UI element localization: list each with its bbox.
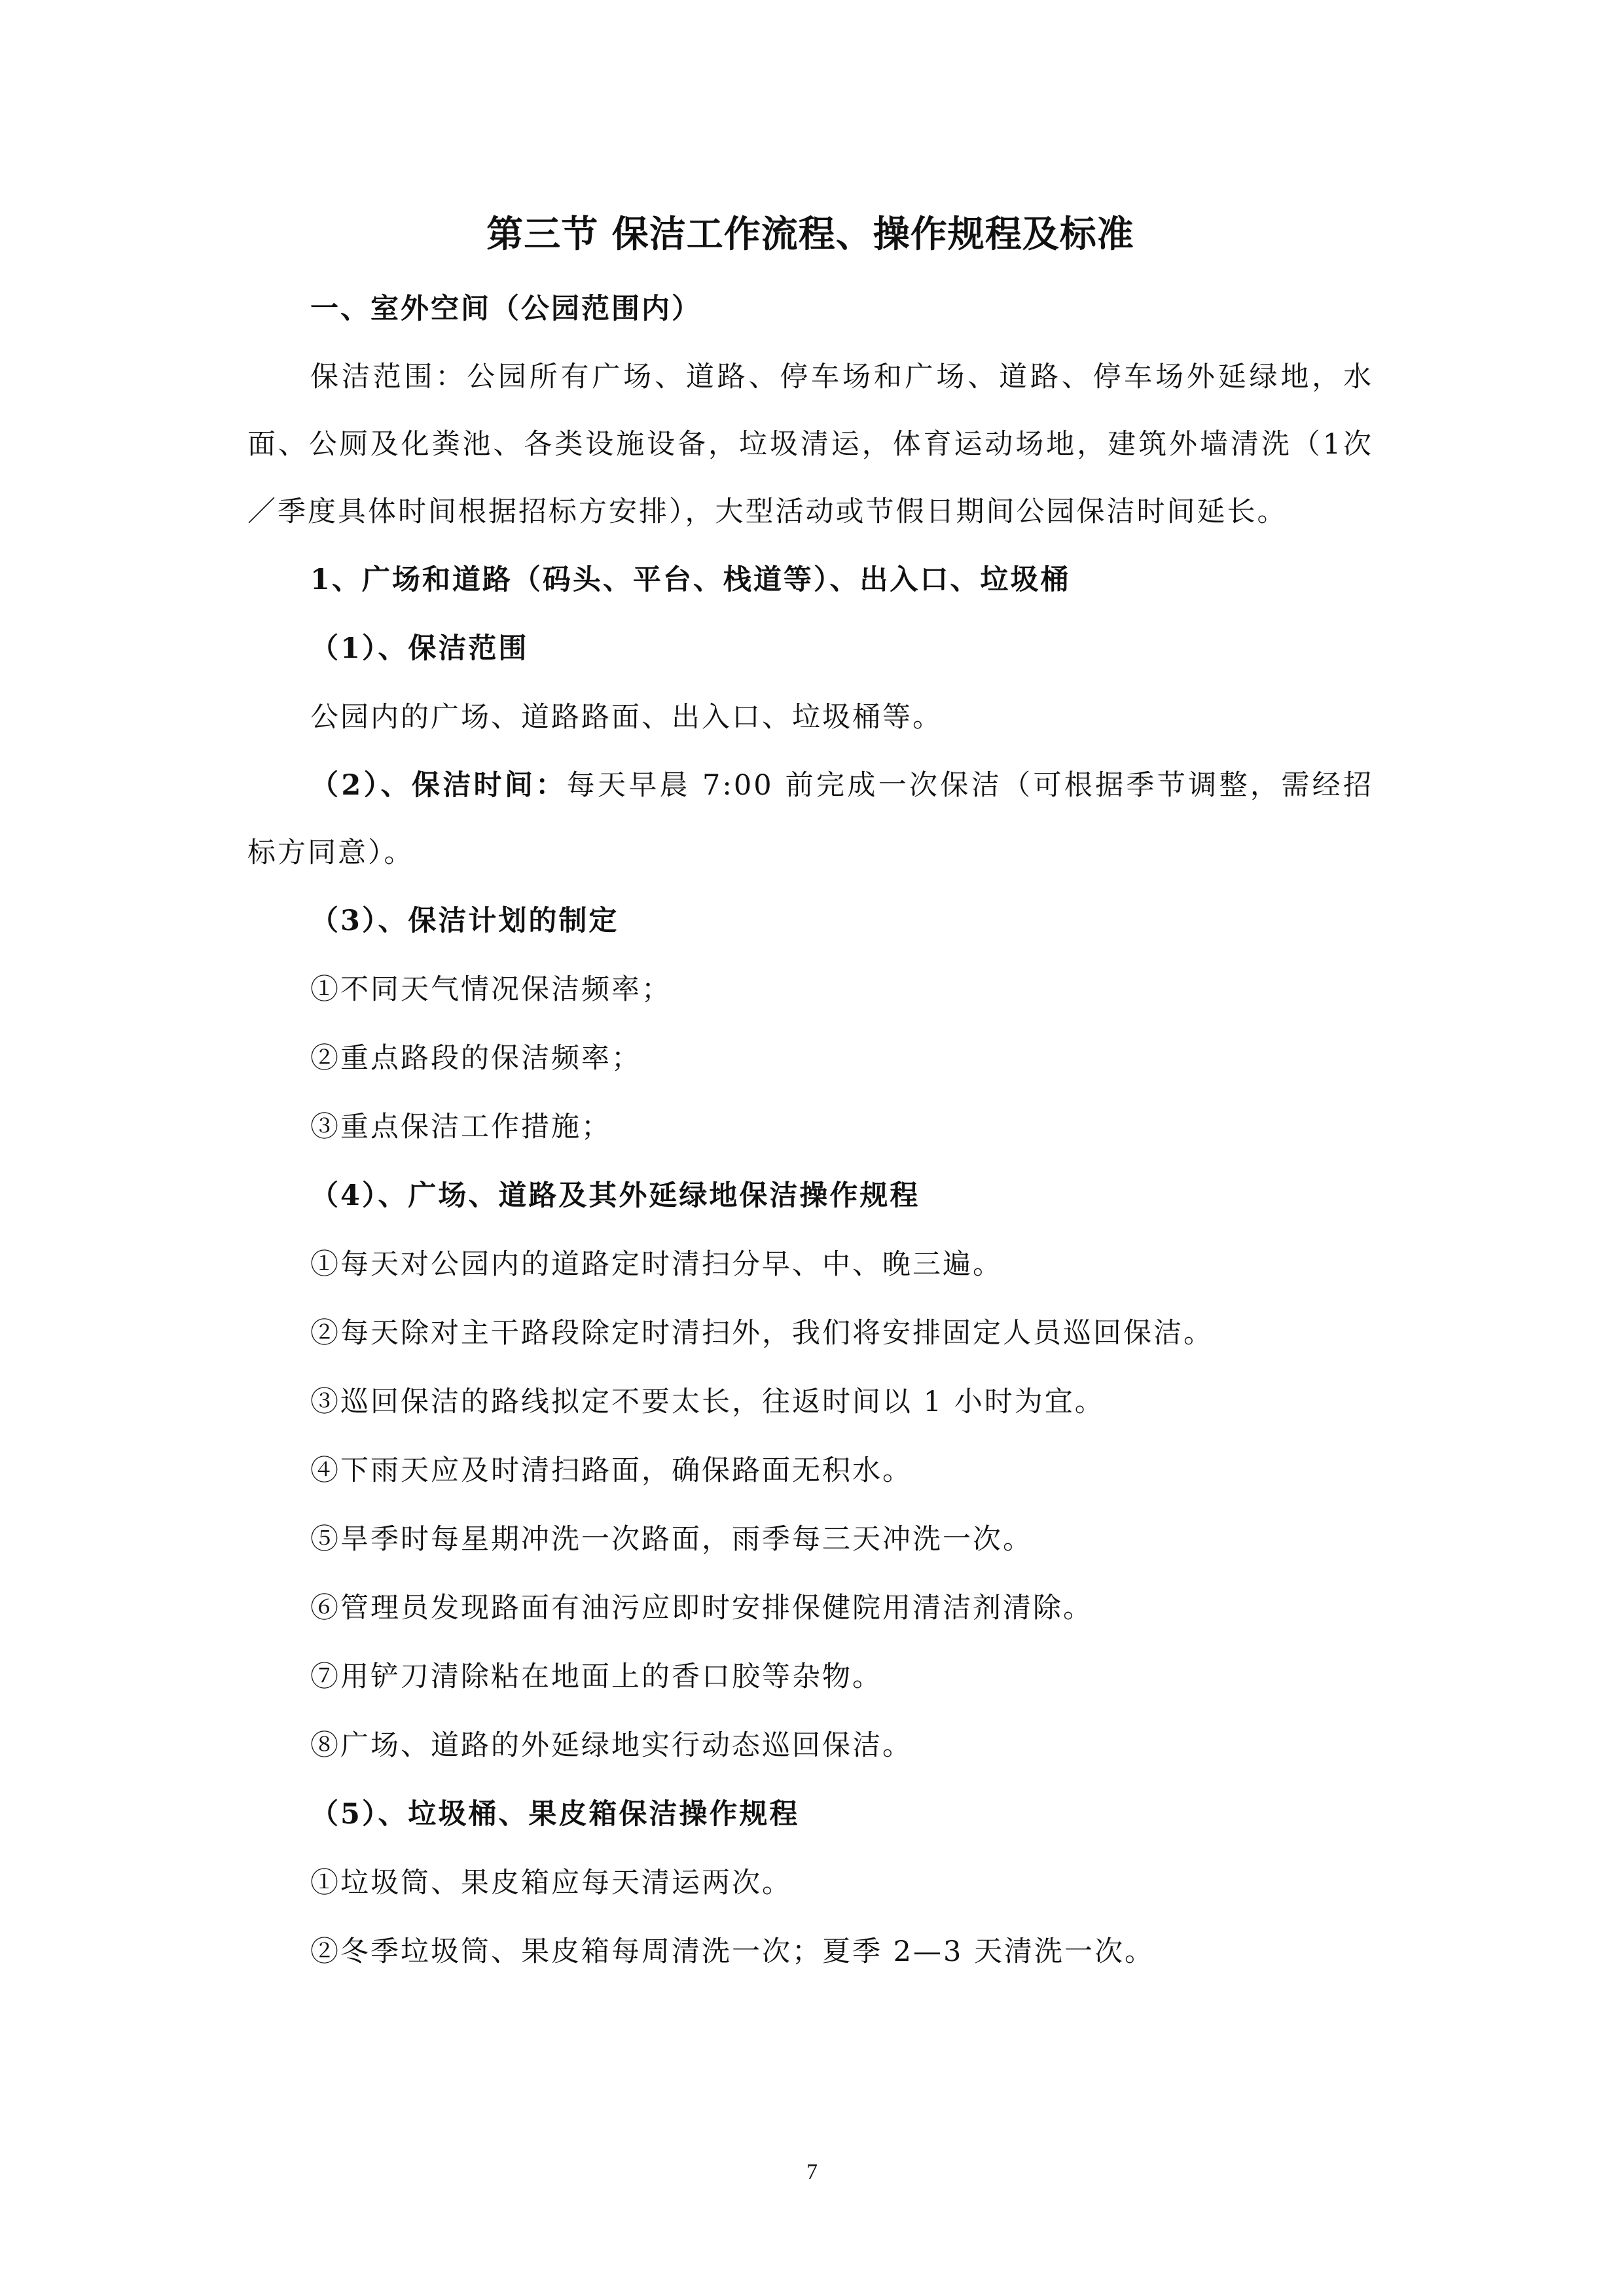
page-title: 第三节 保洁工作流程、操作规程及标准 (486, 213, 1134, 256)
list-item: ②每天除对主干路段除定时清扫外，我们将安排固定人员巡回保洁。 (310, 1317, 1214, 1350)
list-item: ⑧广场、道路的外延绿地实行动态巡回保洁。 (310, 1729, 912, 1762)
item-label-cleaning-time: （2）、保洁时间： (310, 769, 567, 802)
item-text-cleaning-time: 每天早晨 7:00 前完成一次保洁（可根据季节调整，需经招标方同意）。 (247, 769, 1373, 869)
page-number: 7 (806, 2160, 818, 2184)
list-item: ①每天对公园内的道路定时清扫分早、中、晚三遍。 (310, 1248, 1003, 1281)
subsection-heading-plazas-roads: 1、广场和道路（码头、平台、栈道等）、出入口、垃圾桶 (310, 564, 1071, 596)
list-item: ④下雨天应及时清扫路面，确保路面无积水。 (310, 1454, 912, 1487)
list-item: ②重点路段的保洁频率； (310, 1042, 641, 1075)
list-item: ⑦用铲刀清除粘在地面上的香口胶等杂物。 (310, 1660, 882, 1693)
list-item: ③重点保洁工作措施； (310, 1111, 611, 1143)
item-heading-cleaning-plan: （3）、保洁计划的制定 (310, 905, 619, 937)
list-item: ①垃圾筒、果皮箱应每天清运两次。 (310, 1867, 792, 1899)
list-item: ②冬季垃圾筒、果皮箱每周清洗一次；夏季 2—3 天清洗一次。 (310, 1935, 1155, 1968)
section-heading-outdoor: 一、室外空间（公园范围内） (310, 293, 702, 325)
list-item: ①不同天气情况保洁频率； (310, 973, 672, 1006)
item-heading-bin-procedure: （5）、垃圾桶、果皮箱保洁操作规程 (310, 1798, 800, 1831)
item-cleaning-time (247, 752, 1373, 887)
item-text-cleaning-scope: 公园内的广场、道路路面、出入口、垃圾桶等。 (310, 701, 943, 734)
list-item: ⑤旱季时每星期冲洗一次路面，雨季每三天冲洗一次。 (310, 1523, 1033, 1556)
list-item: ③巡回保洁的路线拟定不要太长，往返时间以 1 小时为宜。 (310, 1386, 1105, 1418)
item-heading-road-procedure: （4）、广场、道路及其外延绿地保洁操作规程 (310, 1179, 920, 1212)
list-item: ⑥管理员发现路面有油污应即时安排保健院用清洁剂清除。 (310, 1592, 1093, 1624)
page-content (247, 208, 1373, 1986)
scope-paragraph: 保洁范围：公园所有广场、道路、停车场和广场、道路、停车场外延绿地，水面、公厕及化粪池、各类设施设备，垃圾清运，体育运动场地，建筑外墙清洗（1次／季度具体时间根据招标方安排），大型活动或节假日期间公园保洁时间延长。 (247, 361, 1373, 528)
item-heading-cleaning-scope: （1）、保洁范围 (310, 632, 529, 665)
